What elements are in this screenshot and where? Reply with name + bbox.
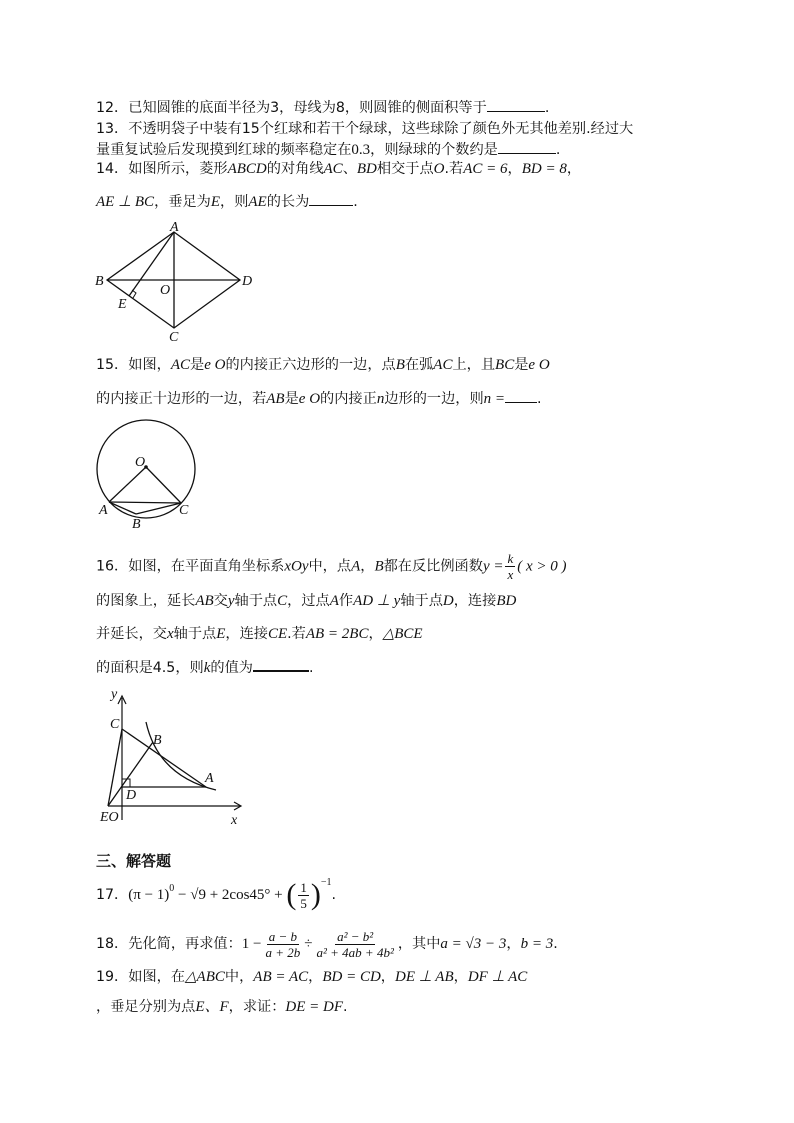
- question-13-line2: 量重复试验后发现摸到红球的频率稳定在0.3，则绿球的个数约是 .: [96, 139, 560, 159]
- label-b: B: [95, 274, 104, 289]
- question-16-line2: 的图象上，延长AB交y轴于点C，过点A作AD ⊥ y轴于点D，连接BD: [96, 593, 517, 609]
- label-eo: EO: [100, 810, 119, 825]
- question-19: 19．如图，在△ABC中，AB = AC，BD = CD，DE ⊥ AB，DF ⊥ AC: [96, 969, 528, 985]
- label-b: B: [132, 517, 141, 532]
- question-14-line2: AE ⊥ BC，垂足为E，则AE的长为 .: [96, 191, 358, 211]
- question-text: 不透明袋子中装有15个红球和若干个绿球，这些球除了颜色外无其他差别.经过大: [128, 121, 634, 137]
- label-e: E: [118, 297, 127, 312]
- question-14: 14．如图所示，菱形ABCD的对角线AC、BD相交于点O.若AC = 6，BD = 8，: [96, 161, 582, 177]
- fraction-one-fifth: $\frac{1}{5}$: [300, 879, 307, 911]
- label-x: x: [231, 813, 238, 828]
- question-16-line3: 并延长，交x轴于点E，连接CE.若AB = 2BC，△BCE: [96, 626, 423, 642]
- question-16: 16．如图，在平面直角坐标系xOy中，点A，B都在反比例函数y = $\frac{k}{x}$ ( x > 0 ): [96, 551, 567, 582]
- question-16-line4: 的面积是4.5，则k的值为 .: [96, 656, 313, 677]
- question-number: 18．: [96, 936, 129, 952]
- question-text: 已知圆锥的底面半径为3，母线为8，则圆锥的侧面积等于: [128, 100, 487, 116]
- answer-blank[interactable]: [505, 388, 537, 403]
- question-19-line2: ，垂足分别为点E、F，求证：DE = DF.: [96, 999, 348, 1015]
- question-number: 13．: [96, 121, 129, 137]
- question-17: 17． (π − 1) $^0$ − √9 + 2cos45° + ( $\frac{1}{5}$ ) $^{-1}$ .: [96, 877, 337, 911]
- label-d: D: [126, 788, 137, 803]
- label-b: B: [153, 733, 162, 748]
- radius-oc: [146, 467, 181, 503]
- question-number: 14．: [96, 161, 129, 177]
- line-ca: [122, 729, 206, 787]
- label-c: C: [169, 330, 179, 345]
- question-number: 16．: [96, 558, 129, 575]
- fraction-k-over-x: $\frac{k}{x}$: [507, 551, 514, 582]
- section-title: 三、解答题: [96, 852, 172, 870]
- label-a: A: [99, 503, 108, 518]
- question-number: 17．: [96, 887, 129, 903]
- question-18: 18． 先化简，再求值： 1 − $\frac{a - b}{a + 2b}$ ÷ $\frac{\text{a² − b²}}{\text{a² + 4ab + 4b²}}$ ，其中 a = √3 − 3 ， b = 3 .: [96, 928, 558, 960]
- label-o: O: [160, 283, 171, 298]
- question-number: 12．: [96, 100, 129, 116]
- label-o: O: [135, 455, 146, 470]
- segment-ce: [108, 729, 122, 806]
- circle-figure: [94, 414, 204, 534]
- label-y: y: [111, 687, 118, 702]
- answer-blank[interactable]: [309, 191, 353, 206]
- label-a: A: [170, 220, 179, 235]
- label-c: C: [110, 717, 120, 732]
- radius-oa: [109, 467, 146, 502]
- question-15-line2: 的内接正十边形的一边，若AB是e O的内接正n边形的一边，则n = .: [96, 388, 542, 408]
- answer-blank[interactable]: [498, 139, 556, 154]
- question-12: 12．已知圆锥的底面半径为3，母线为8，则圆锥的侧面积等于 .: [96, 97, 549, 117]
- question-13: [96, 120, 633, 138]
- label-c: C: [179, 503, 189, 518]
- rhombus-figure: [92, 220, 262, 345]
- label-d: D: [242, 274, 253, 289]
- answer-blank[interactable]: [487, 97, 545, 112]
- fraction-2: $\frac{\text{a² − b²}}{\text{a² + 4ab + 4b²}}$: [316, 928, 394, 960]
- coordinate-figure: [96, 684, 256, 829]
- fraction-1: $\frac{a - b}{a + 2b}$: [265, 928, 301, 960]
- question-number: 19．: [96, 969, 129, 985]
- label-a: A: [205, 771, 214, 786]
- answer-blank[interactable]: [253, 656, 309, 672]
- question-number: 15．: [96, 357, 129, 373]
- question-15: 15．如图，AC是e O的内接正六边形的一边，点B在弧AC上，且BC是e O: [96, 357, 550, 373]
- chord-ac: [109, 502, 181, 503]
